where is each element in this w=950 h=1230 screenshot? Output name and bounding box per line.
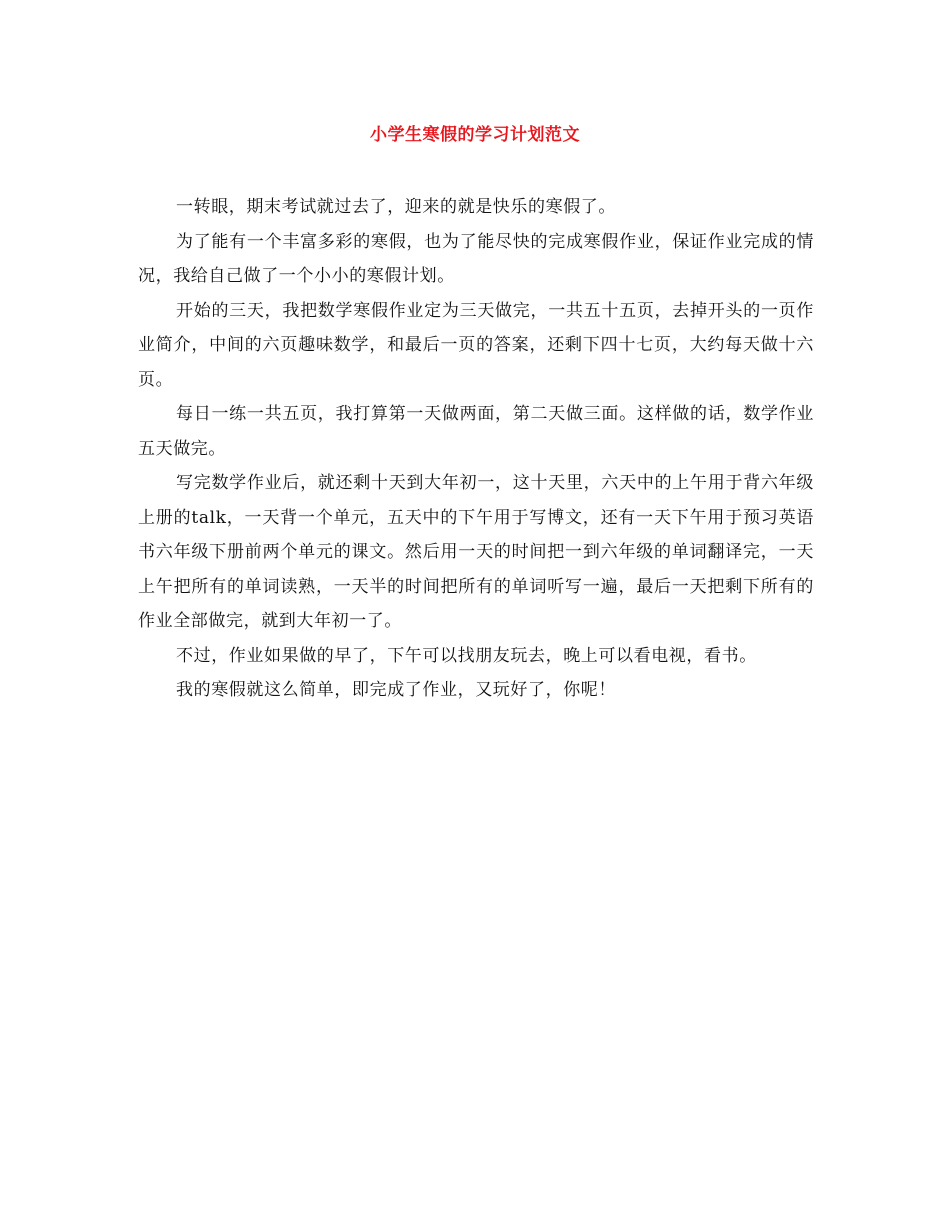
document-title: 小学生寒假的学习计划范文 <box>370 125 580 145</box>
paragraph-6: 不过，作业如果做的早了，下午可以找朋友玩去，晚上可以看电视，看书。 <box>176 645 757 666</box>
document-body <box>138 190 814 708</box>
paragraph-1: 一转眼，期末考试就过去了，迎来的就是快乐的寒假了。 <box>176 197 616 217</box>
paragraph-5: 写完数学作业后，就还剩十天到大年初一，这十天里，六天中的上午用于背六年级上册的talk，一天背一个单元，五天中的下午用于写博文，还有一天下午用于预习英语书六年级下册前两个单元的课文。然后用一天的时间把一到六年级的单词翻译完，一天上午把所有的单词读熟，一天半的时间把所有的单词听写一遍，最后一天把剩下所有的作业全部做完，就到大年初一了。 <box>138 473 814 631</box>
paragraph-7: 我的寒假就这么简单，即完成了作业，又玩好了，你呢！ <box>176 680 616 700</box>
paragraph-2: 为了能有一个丰富多彩的寒假，也为了能尽快的完成寒假作业，保证作业完成的情况，我给自己做了一个小小的寒假计划。 <box>138 231 814 286</box>
paragraph-4: 每日一练一共五页，我打算第一天做两面，第二天做三面。这样做的话，数学作业五天做完。 <box>138 404 814 459</box>
paragraph-3: 开始的三天，我把数学寒假作业定为三天做完，一共五十五页，去掉开头的一页作业简介，中间的六页趣味数学，和最后一页的答案，还剩下四十七页，大约每天做十六页。 <box>138 300 814 390</box>
